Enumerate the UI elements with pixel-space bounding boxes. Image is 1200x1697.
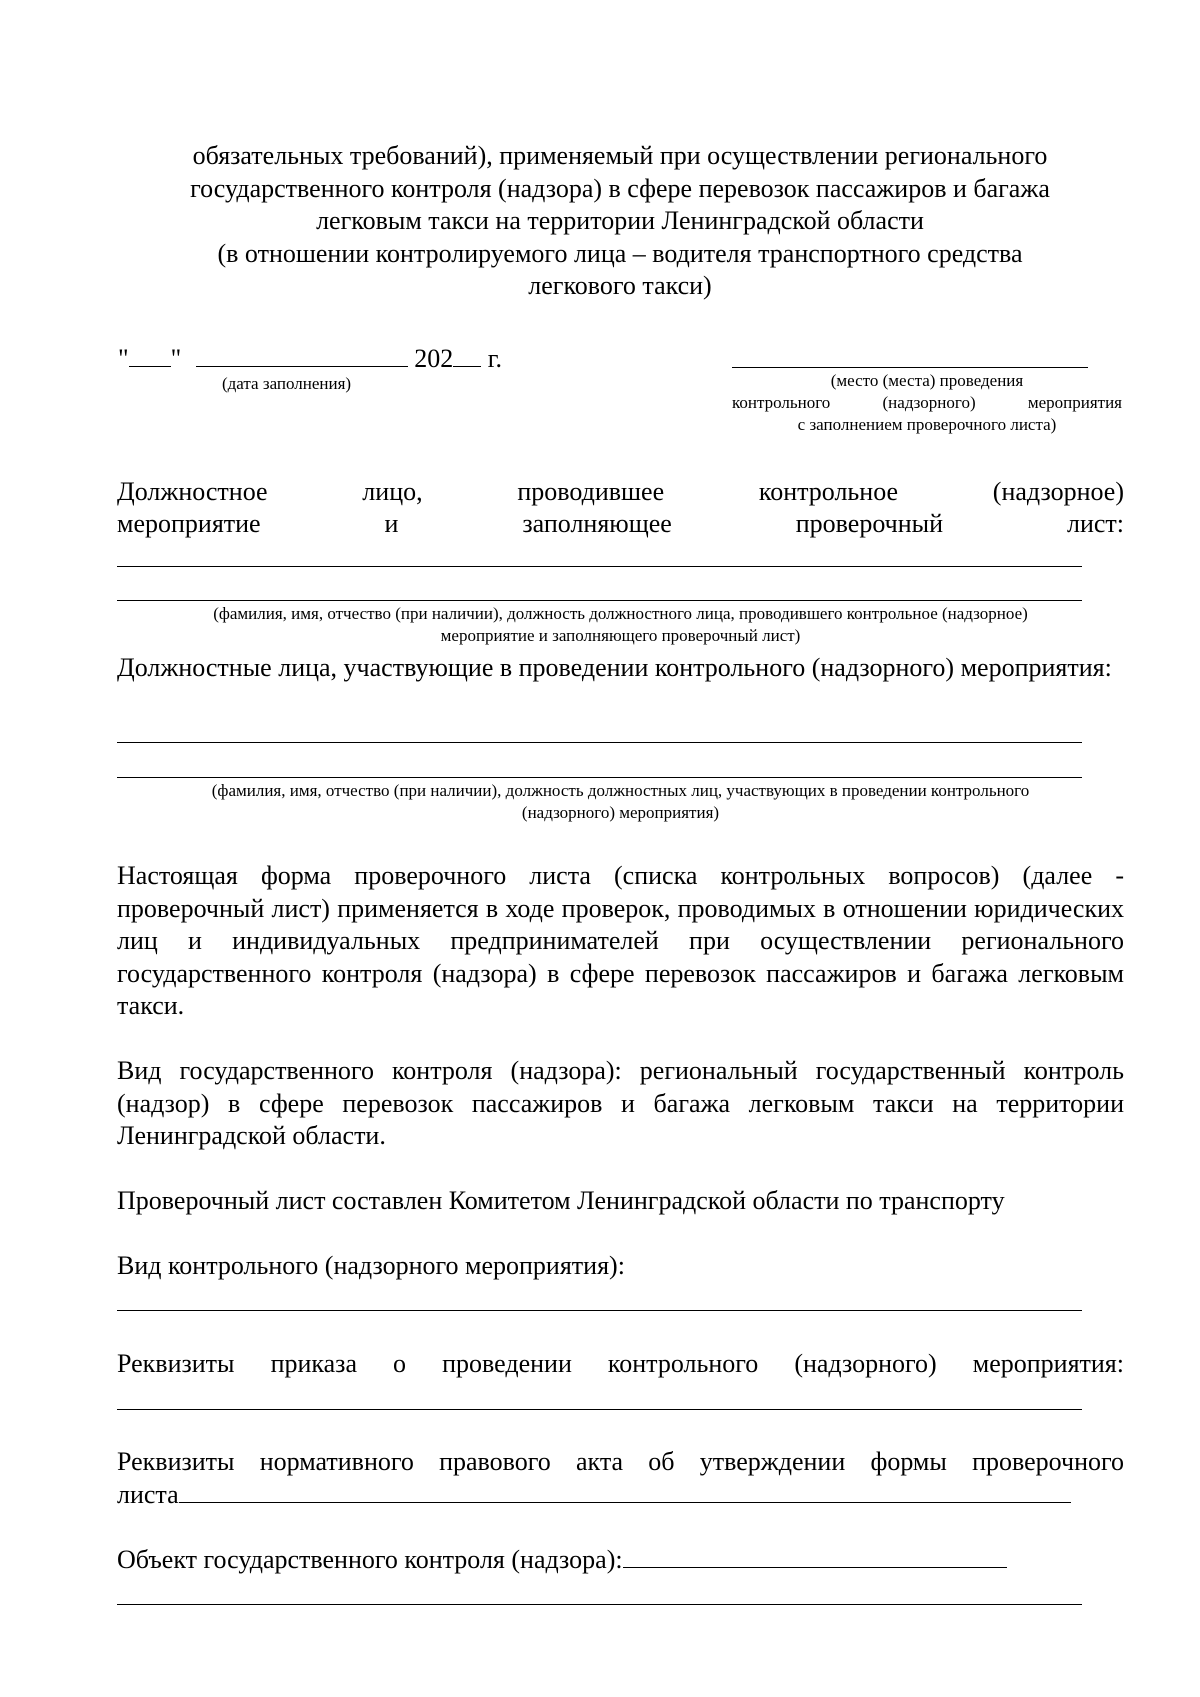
title-line: легковым такси на территории Ленинградской области xyxy=(316,206,924,235)
compiled-by-paragraph: Проверочный лист составлен Комитетом Ленинградской области по транспорту xyxy=(117,1186,1005,1215)
participants-blank-1[interactable] xyxy=(117,742,1082,743)
date-field[interactable] xyxy=(118,340,502,374)
act-details-line-2 xyxy=(117,1478,1124,1512)
participants-text: Должностные лица, участвующие в проведении контрольного (надзорного) мероприятия: xyxy=(117,653,1112,682)
official-blank-1[interactable] xyxy=(117,566,1082,567)
object-label: Объект государственного контроля (надзора): xyxy=(117,1545,623,1574)
act-details-blank[interactable] xyxy=(179,1478,1071,1503)
place-caption-line: контрольного (надзорного) мероприятия xyxy=(732,393,1122,412)
official-caption xyxy=(117,603,1124,647)
act-details-label: листа xyxy=(117,1480,179,1509)
place-blank[interactable] xyxy=(732,367,1088,368)
control-type-paragraph: Вид государственного контроля (надзора): региональный государственный контроль (надзор) в сфере перевозок пассажиров и багажа легковым такси на территории Ленинградской области. xyxy=(117,1056,1124,1150)
document-title xyxy=(120,140,1120,303)
place-caption-line: с заполнением проверочного листа) xyxy=(797,415,1057,434)
official-line-1: Должностное лицо, проводившее контрольное (надзорное) xyxy=(117,477,1124,506)
quote-open: " xyxy=(118,344,129,373)
date-caption: (дата заполнения) xyxy=(222,374,352,393)
participants-blank-2[interactable] xyxy=(117,777,1082,778)
quote-close: " xyxy=(170,344,182,373)
year-blank[interactable] xyxy=(453,340,481,367)
event-type-label: Вид контрольного (надзорного мероприятия): xyxy=(117,1251,625,1280)
participants-caption xyxy=(117,780,1124,824)
year-suffix: г. xyxy=(487,344,502,373)
day-blank[interactable] xyxy=(129,340,171,367)
participants-caption-line: (надзорного) мероприятия) xyxy=(521,803,720,822)
title-line: (в отношении контролируемого лица – водителя транспортного средства xyxy=(217,238,1023,268)
title-line: легкового такси) xyxy=(528,271,712,300)
event-type-blank[interactable] xyxy=(117,1310,1082,1311)
place-caption xyxy=(732,370,1122,436)
order-details-blank[interactable] xyxy=(117,1409,1082,1410)
object-line xyxy=(117,1543,1124,1577)
object-blank[interactable] xyxy=(623,1543,1007,1568)
official-blank-2[interactable] xyxy=(117,600,1082,601)
title-line: обязательных требований), применяемый при осуществлении регионального xyxy=(192,141,1048,170)
official-caption-line: мероприятие и заполняющего проверочный лист) xyxy=(440,626,801,645)
official-line-2: мероприятие и заполняющее проверочный лист: xyxy=(117,509,1124,538)
form-purpose-paragraph: Настоящая форма проверочного листа (списка контрольных вопросов) (далее - проверочный лист) применяется в ходе проверок, проводимых в отношении юридических лиц и индивидуальных предпринимателей при осуществлении регионального государственного контроля (надзора) в сфере перевозок пассажиров и багажа легковым такси. xyxy=(117,861,1124,1020)
order-details-label: Реквизиты приказа о проведении контрольного (надзорного) мероприятия: xyxy=(117,1349,1124,1378)
object-blank-2[interactable] xyxy=(117,1604,1082,1605)
official-caption-line: (фамилия, имя, отчество (при наличии), должность должностного лица, проводившего контрольное (надзорное) xyxy=(213,604,1028,623)
place-caption-line: (место (места) проведения xyxy=(830,371,1024,390)
year-prefix: 202 xyxy=(414,344,454,373)
month-blank[interactable] xyxy=(196,340,408,367)
title-line: государственного контроля (надзора) в сфере перевозок пассажиров и багажа xyxy=(190,173,1050,203)
participants-caption-line: (фамилия, имя, отчество (при наличии), должность должностных лиц, участвующих в проведении контрольного xyxy=(211,781,1030,800)
act-details-line-1: Реквизиты нормативного правового акта об утверждении формы проверочного xyxy=(117,1447,1124,1476)
